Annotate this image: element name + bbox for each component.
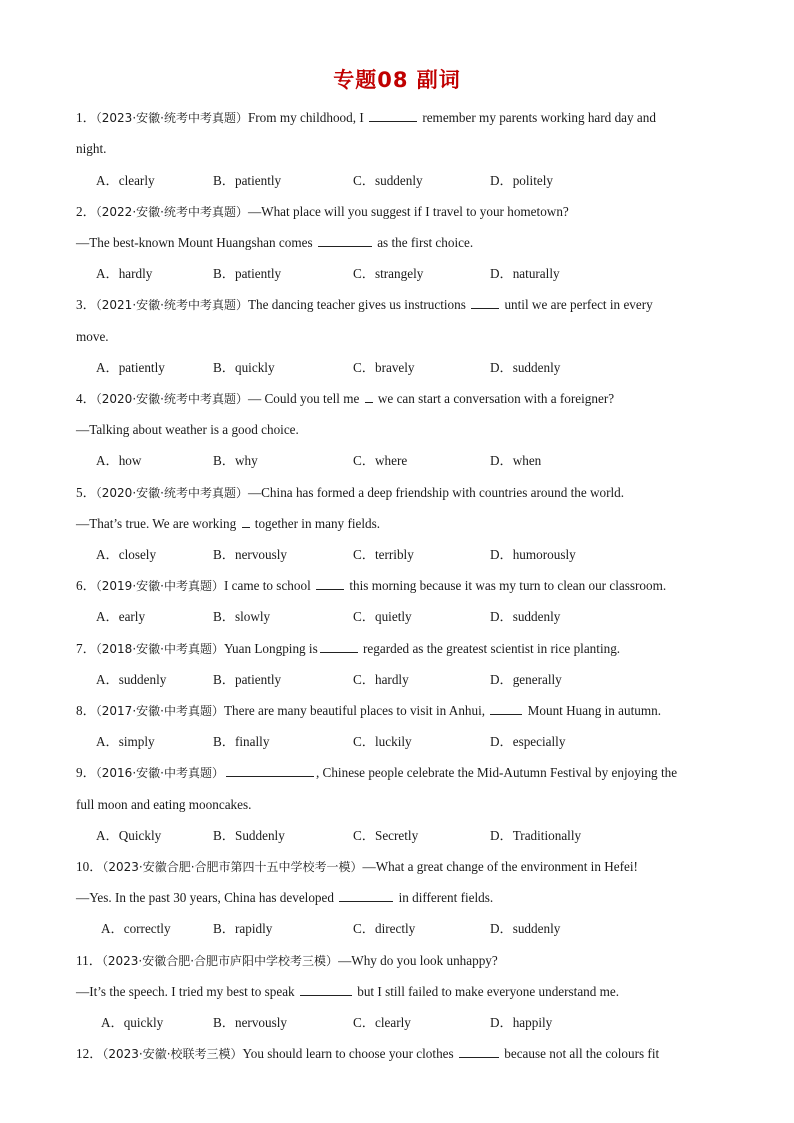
question-text: There are many beautiful places to visit in Anhui, <box>223 703 489 718</box>
option-b[interactable]: B．nervously <box>213 547 287 562</box>
answer-blank <box>459 1045 499 1058</box>
answer-blank <box>300 983 352 996</box>
answer-blank <box>316 577 344 590</box>
question-number: 5． <box>76 485 96 500</box>
option-d[interactable]: D．Traditionally <box>490 828 582 843</box>
question-10-continued: —Yes. In the past 30 years, China has developed in different fields. <box>76 890 494 905</box>
question-2-continued: —The best-known Mount Huangshan comes as the first choice. <box>76 235 474 250</box>
option-d[interactable]: D．suddenly <box>490 921 561 936</box>
answer-blank <box>339 889 393 902</box>
question-3 <box>76 296 726 314</box>
question-text: —Why do you look unhappy? <box>338 953 498 968</box>
question-number: 7． <box>76 641 96 656</box>
question-number: 3． <box>76 297 96 312</box>
question-number: 11． <box>76 953 102 968</box>
option-d[interactable]: D．happily <box>490 1015 553 1030</box>
question-5 <box>76 484 726 502</box>
question-text: remember my parents working hard day and <box>419 110 656 125</box>
question-source: （2023·安徽·统考中考真题） <box>95 111 248 125</box>
answer-blank <box>471 296 499 309</box>
option-d[interactable]: D．when <box>490 453 542 468</box>
question-source: （2023·安徽合肥·合肥市第四十五中学校考一模） <box>102 860 363 874</box>
question-11-continued: —It’s the speech. I tried my best to speak but I still failed to make everyone understand me. <box>76 984 620 999</box>
question-source: （2018·安徽·中考真题） <box>95 642 224 656</box>
question-6 <box>76 577 726 595</box>
option-c[interactable]: C．terribly <box>353 547 414 562</box>
question-text: —What a great change of the environment in Hefei! <box>362 859 638 874</box>
question-1-continued: night. <box>76 141 107 156</box>
question-2 <box>76 203 726 221</box>
option-c[interactable]: C．where <box>353 453 408 468</box>
option-c[interactable]: C．Secretly <box>353 828 419 843</box>
answer-blank <box>369 109 417 122</box>
question-source: （2019·安徽·中考真题） <box>95 579 224 593</box>
question-12 <box>76 1045 726 1063</box>
option-c[interactable]: C．suddenly <box>353 173 423 188</box>
question-number: 9． <box>76 765 96 780</box>
question-text: because not all the colours fit <box>500 1046 660 1061</box>
option-d[interactable]: D．generally <box>490 672 562 687</box>
option-c[interactable]: C．strangely <box>353 266 424 281</box>
question-text: Mount Huang in autumn. <box>524 703 661 718</box>
answer-blank <box>365 390 373 403</box>
question-text: we can start a conversation with a foreigner? <box>374 391 615 406</box>
option-a[interactable]: A．correctly <box>101 921 171 936</box>
option-c[interactable]: C．luckily <box>353 734 412 749</box>
question-source: （2022·安徽·统考中考真题） <box>95 205 248 219</box>
option-b[interactable]: B．quickly <box>213 360 275 375</box>
question-3-continued: move. <box>76 329 109 344</box>
option-b[interactable]: B．rapidly <box>213 921 273 936</box>
option-b[interactable]: B．slowly <box>213 609 271 624</box>
answer-blank <box>242 515 250 528</box>
option-b[interactable]: B．patiently <box>213 266 282 281</box>
answer-blank <box>318 234 372 247</box>
option-c[interactable]: C．hardly <box>353 672 409 687</box>
question-number: 6． <box>76 578 96 593</box>
option-b[interactable]: B．why <box>213 453 258 468</box>
question-text: this morning because it was my turn to clean our classroom. <box>346 578 667 593</box>
question-text: The dancing teacher gives us instructions <box>247 297 470 312</box>
question-number: 2． <box>76 204 96 219</box>
question-source: （2017·安徽·中考真题） <box>95 704 224 718</box>
question-source: （2020·安徽·统考中考真题） <box>95 486 248 500</box>
question-4-continued: —Talking about weather is a good choice. <box>76 422 299 437</box>
option-a[interactable]: A．closely <box>96 547 157 562</box>
answer-blank <box>490 702 522 715</box>
question-text: , Chinese people celebrate the Mid-Autumn Festival by enjoying the <box>315 765 678 780</box>
option-b[interactable]: B．nervously <box>213 1015 287 1030</box>
question-number: 8． <box>76 703 96 718</box>
question-text: You should learn to choose your clothes <box>242 1046 457 1061</box>
question-9-continued: full moon and eating mooncakes. <box>76 797 252 812</box>
question-7 <box>76 640 726 658</box>
question-number: 10． <box>76 859 103 874</box>
question-1 <box>76 109 726 127</box>
option-a[interactable]: A．simply <box>96 734 155 749</box>
question-source: （2021·安徽·统考中考真题） <box>95 298 248 312</box>
option-a[interactable]: A．patiently <box>96 360 165 375</box>
question-source: （2023·安徽·校联考三模） <box>102 1047 243 1061</box>
question-11 <box>76 952 726 970</box>
question-text: until we are perfect in every <box>501 297 653 312</box>
question-text: Yuan Longping is <box>223 641 318 656</box>
option-c[interactable]: C．quietly <box>353 609 412 624</box>
option-b[interactable]: B．Suddenly <box>213 828 285 843</box>
question-text: —What place will you suggest if I travel to your hometown? <box>247 204 569 219</box>
question-8 <box>76 702 726 720</box>
option-a[interactable]: A．how <box>96 453 142 468</box>
question-number: 4． <box>76 391 96 406</box>
question-5-continued: —That’s true. We are working together in many fields. <box>76 516 381 531</box>
question-source: （2016·安徽·中考真题） <box>95 766 224 780</box>
question-text: I came to school <box>223 578 315 593</box>
question-10 <box>76 858 726 876</box>
option-a[interactable]: A．early <box>96 609 146 624</box>
answer-blank <box>320 640 358 653</box>
option-b[interactable]: B．patiently <box>213 672 282 687</box>
question-text: — Could you tell me <box>247 391 363 406</box>
question-number: 1． <box>76 110 96 125</box>
option-c[interactable]: C．bravely <box>353 360 415 375</box>
option-c[interactable]: C．directly <box>353 921 416 936</box>
option-d[interactable]: D．politely <box>490 173 554 188</box>
option-a[interactable]: A．clearly <box>96 173 155 188</box>
option-a[interactable]: A．quickly <box>101 1015 164 1030</box>
option-d[interactable]: D．humorously <box>490 547 576 562</box>
option-d[interactable]: D．especially <box>490 734 566 749</box>
option-a[interactable]: A．Quickly <box>96 828 162 843</box>
option-a[interactable]: A．hardly <box>96 266 153 281</box>
question-9 <box>76 764 726 782</box>
option-d[interactable]: D．suddenly <box>490 360 561 375</box>
question-number: 12． <box>76 1046 103 1061</box>
question-source: （2020·安徽·统考中考真题） <box>95 392 248 406</box>
question-text: From my childhood, I <box>247 110 368 125</box>
option-b[interactable]: B．finally <box>213 734 270 749</box>
page-title: 专题08 副词 <box>333 68 461 92</box>
option-c[interactable]: C．clearly <box>353 1015 411 1030</box>
question-4 <box>76 390 726 408</box>
option-b[interactable]: B．patiently <box>213 173 282 188</box>
option-d[interactable]: D．suddenly <box>490 609 561 624</box>
question-source: （2023·安徽合肥·合肥市庐阳中学校考三模） <box>101 954 339 968</box>
question-text: —China has formed a deep friendship with countries around the world. <box>247 485 625 500</box>
option-d[interactable]: D．naturally <box>490 266 560 281</box>
answer-blank <box>226 764 314 777</box>
question-text: regarded as the greatest scientist in rice planting. <box>359 641 621 656</box>
option-a[interactable]: A．suddenly <box>96 672 167 687</box>
